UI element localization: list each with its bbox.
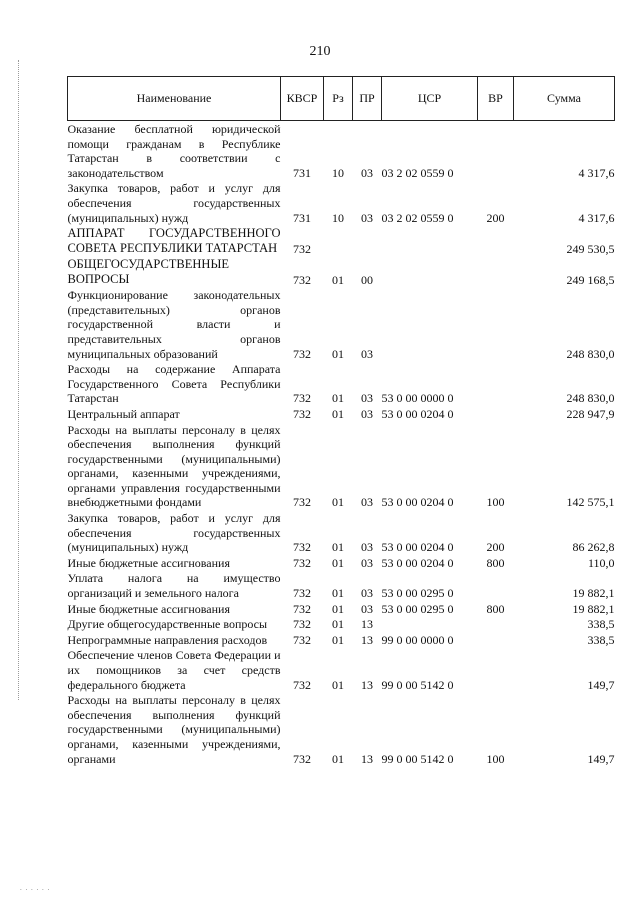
table-row bbox=[68, 632, 615, 648]
margin-dotted-line bbox=[18, 60, 19, 700]
cell-csr: 53 0 00 0204 0 bbox=[381, 555, 454, 570]
cell-rz: 01 bbox=[332, 272, 344, 287]
table-row bbox=[68, 225, 615, 256]
cell-name: Непрограммные направления расходов bbox=[67, 632, 268, 647]
cell-name: Уплата налога на имущество организаций и земельного налога bbox=[67, 571, 281, 601]
table-row bbox=[68, 180, 615, 225]
cell-kvsr: 732 bbox=[293, 586, 311, 601]
cell-sum: 248 830,0 bbox=[566, 346, 615, 361]
cell-sum: 249 168,5 bbox=[566, 272, 615, 287]
cell-vr: 100 bbox=[486, 751, 505, 766]
cell-rz: 01 bbox=[332, 677, 344, 692]
cell-vr bbox=[478, 287, 514, 361]
cell-kvsr: 732 bbox=[293, 632, 311, 647]
cell-csr: 53 0 00 0295 0 bbox=[381, 601, 454, 616]
cell-vr bbox=[478, 225, 514, 256]
cell-sum: 338,5 bbox=[587, 617, 615, 632]
header-pr: ПР bbox=[353, 77, 382, 121]
cell-sum: 4 317,6 bbox=[578, 165, 615, 180]
cell-kvsr: 731 bbox=[293, 210, 311, 225]
cell-rz: 01 bbox=[332, 346, 344, 361]
cell-csr: 03 2 02 0559 0 bbox=[381, 210, 454, 225]
cell-rz: 01 bbox=[332, 555, 344, 570]
cell-csr: 03 2 02 0559 0 bbox=[381, 165, 454, 180]
cell-kvsr: 732 bbox=[293, 677, 311, 692]
cell-csr: 99 0 00 0000 0 bbox=[381, 632, 454, 647]
cell-kvsr: 732 bbox=[293, 617, 311, 632]
cell-csr: 99 0 00 5142 0 bbox=[381, 751, 454, 766]
cell-pr: 03 bbox=[361, 586, 373, 601]
cell-sum: 4 317,6 bbox=[578, 210, 615, 225]
table-header-row bbox=[68, 77, 615, 121]
cell-csr bbox=[382, 225, 478, 256]
cell-sum: 249 530,5 bbox=[566, 241, 615, 256]
cell-rz: 01 bbox=[332, 495, 344, 510]
table-row bbox=[68, 601, 615, 617]
cell-kvsr: 732 bbox=[293, 601, 311, 616]
cell-kvsr: 731 bbox=[293, 165, 311, 180]
cell-name: АППАРАТ ГОСУДАРСТВЕННОГО СОВЕТА РЕСПУБЛИКИ ТАТАРСТАН bbox=[67, 226, 281, 256]
cell-pr: 03 bbox=[361, 495, 373, 510]
cell-name: Другие общегосударственные вопросы bbox=[67, 617, 268, 632]
table-body bbox=[68, 121, 615, 767]
cell-kvsr: 732 bbox=[293, 272, 311, 287]
table-row bbox=[68, 406, 615, 422]
cell-csr: 53 0 00 0204 0 bbox=[381, 540, 454, 555]
cell-sum: 19 882,1 bbox=[572, 601, 615, 616]
table-row bbox=[68, 121, 615, 181]
table-row bbox=[68, 422, 615, 511]
bottom-margin-mark: . . . . . . bbox=[20, 884, 51, 892]
table-row bbox=[68, 555, 615, 571]
cell-csr: 53 0 00 0204 0 bbox=[381, 406, 454, 421]
cell-csr bbox=[382, 287, 478, 361]
cell-pr: 03 bbox=[361, 210, 373, 225]
cell-pr: 13 bbox=[361, 617, 373, 632]
header-kvsr: КВСР bbox=[281, 77, 324, 121]
cell-csr bbox=[382, 616, 478, 632]
cell-kvsr: 732 bbox=[293, 751, 311, 766]
cell-vr bbox=[478, 616, 514, 632]
cell-kvsr: 732 bbox=[293, 391, 311, 406]
cell-rz: 01 bbox=[332, 751, 344, 766]
budget-table bbox=[67, 76, 615, 766]
cell-pr: 03 bbox=[361, 406, 373, 421]
table-row bbox=[68, 570, 615, 600]
cell-pr: 00 bbox=[361, 272, 373, 287]
cell-sum: 228 947,9 bbox=[566, 406, 615, 421]
cell-name: Закупка товаров, работ и услуг для обеспечения государственных (муниципальных) нужд bbox=[67, 511, 281, 555]
cell-pr: 03 bbox=[361, 346, 373, 361]
cell-vr: 800 bbox=[486, 601, 505, 616]
cell-rz: 10 bbox=[332, 165, 344, 180]
cell-sum: 338,5 bbox=[587, 632, 615, 647]
cell-name: Расходы на выплаты персоналу в целях обеспечения выполнения функций государственными (муниципальными) органами, казенными учреждениями, органами управления государственными внебюджетными фондами bbox=[67, 422, 281, 510]
header-csr: ЦСР bbox=[382, 77, 478, 121]
cell-vr bbox=[478, 570, 514, 600]
cell-rz: 01 bbox=[332, 406, 344, 421]
cell-pr: 13 bbox=[361, 632, 373, 647]
cell-rz: 01 bbox=[332, 617, 344, 632]
cell-sum: 248 830,0 bbox=[566, 391, 615, 406]
cell-rz: 01 bbox=[332, 601, 344, 616]
table-row bbox=[68, 692, 615, 766]
cell-csr: 53 0 00 0000 0 bbox=[381, 391, 454, 406]
cell-vr: 100 bbox=[486, 495, 505, 510]
cell-rz: 01 bbox=[332, 632, 344, 647]
cell-kvsr: 732 bbox=[293, 495, 311, 510]
cell-kvsr: 732 bbox=[293, 555, 311, 570]
page-number: 210 bbox=[309, 44, 331, 59]
cell-sum: 149,7 bbox=[587, 677, 615, 692]
header-vr: ВР bbox=[478, 77, 514, 121]
cell-sum: 142 575,1 bbox=[566, 495, 615, 510]
cell-rz: 01 bbox=[332, 586, 344, 601]
cell-sum: 86 262,8 bbox=[572, 540, 615, 555]
table-row bbox=[68, 256, 615, 287]
table-row bbox=[68, 510, 615, 555]
cell-pr bbox=[353, 225, 382, 256]
cell-name: Иные бюджетные ассигнования bbox=[67, 555, 230, 570]
cell-vr bbox=[478, 647, 514, 692]
cell-rz: 10 bbox=[332, 210, 344, 225]
cell-vr bbox=[478, 361, 514, 406]
cell-vr: 200 bbox=[486, 210, 505, 225]
cell-pr: 13 bbox=[361, 751, 373, 766]
cell-rz bbox=[324, 225, 353, 256]
cell-csr: 99 0 00 5142 0 bbox=[381, 677, 454, 692]
cell-kvsr: 732 bbox=[293, 406, 311, 421]
table-row bbox=[68, 361, 615, 406]
cell-rz: 01 bbox=[332, 540, 344, 555]
cell-name: Закупка товаров, работ и услуг для обеспечения государственных (муниципальных) нужд bbox=[67, 181, 281, 225]
cell-pr: 13 bbox=[361, 677, 373, 692]
cell-sum: 19 882,1 bbox=[572, 586, 615, 601]
cell-name: Оказание бесплатной юридической помощи гражданам в Республике Татарстан в соответствии с законодательством bbox=[67, 122, 281, 180]
header-rz: Рз bbox=[324, 77, 353, 121]
cell-sum: 110,0 bbox=[587, 555, 615, 570]
cell-vr bbox=[478, 406, 514, 422]
cell-name: Обеспечение членов Совета Федерации и их помощников за счет средств федерального бюджета bbox=[67, 648, 281, 692]
cell-vr bbox=[478, 632, 514, 648]
cell-pr: 03 bbox=[361, 391, 373, 406]
cell-name: Функционирование законодательных (представительных) органов государственной власти и представительных органов муниципальных образований bbox=[67, 288, 281, 361]
cell-vr bbox=[478, 256, 514, 287]
cell-name: Расходы на содержание Аппарата Государственного Совета Республики Татарстан bbox=[67, 362, 281, 406]
cell-vr: 800 bbox=[486, 555, 505, 570]
cell-csr: 53 0 00 0295 0 bbox=[381, 586, 454, 601]
table-row bbox=[68, 287, 615, 361]
cell-kvsr: 732 bbox=[293, 346, 311, 361]
cell-name: Иные бюджетные ассигнования bbox=[67, 601, 230, 616]
cell-kvsr: 732 bbox=[293, 540, 311, 555]
cell-pr: 03 bbox=[361, 601, 373, 616]
cell-vr bbox=[478, 121, 514, 181]
header-name: Наименование bbox=[68, 77, 281, 121]
cell-pr: 03 bbox=[361, 555, 373, 570]
cell-pr: 03 bbox=[361, 165, 373, 180]
cell-vr: 200 bbox=[486, 540, 505, 555]
table-row bbox=[68, 616, 615, 632]
cell-rz: 01 bbox=[332, 391, 344, 406]
cell-sum: 149,7 bbox=[587, 751, 615, 766]
cell-kvsr: 732 bbox=[293, 241, 311, 256]
cell-csr bbox=[382, 256, 478, 287]
header-sum: Сумма bbox=[514, 77, 615, 121]
cell-csr: 53 0 00 0204 0 bbox=[381, 495, 454, 510]
cell-name: Центральный аппарат bbox=[67, 406, 180, 421]
cell-name: Расходы на выплаты персоналу в целях обеспечения выполнения функций государственными (муниципальными) органами, казенными учреждениями, органами bbox=[67, 693, 281, 766]
table-row bbox=[68, 647, 615, 692]
cell-pr: 03 bbox=[361, 540, 373, 555]
cell-name: ОБЩЕГОСУДАРСТВЕННЫЕ ВОПРОСЫ bbox=[67, 257, 229, 287]
